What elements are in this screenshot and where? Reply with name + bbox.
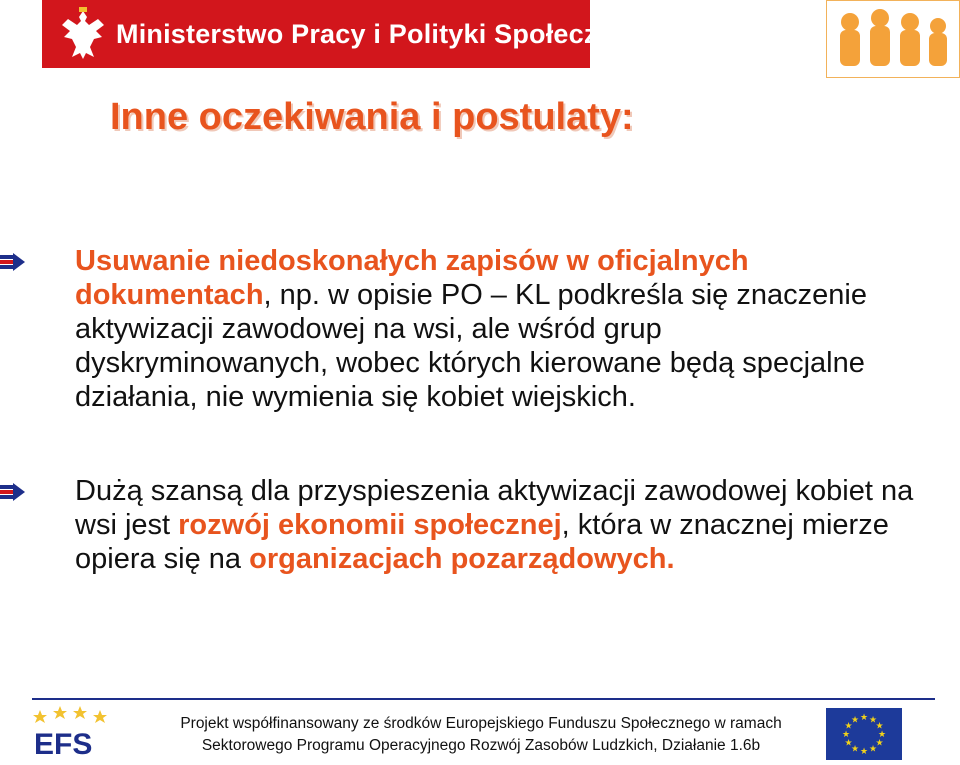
bullet-1-text: , np. w opisie PO – KL podkreśla się znaczenie aktywizacji zawodowej na wsi, ale wśród grup dyskryminowanych, wobec których kierowane będą specjalne działania, nie wymienia się kobiet wiejskich. [75,279,867,413]
arrow-bullet-icon [0,252,26,272]
bullet-2-text-c: . [666,543,675,575]
svg-text:★: ★ [859,713,869,723]
ministry-banner [42,0,638,68]
footer-rule [32,698,935,700]
bullet-item-1 [75,244,915,414]
bullet-item-2 [75,474,915,576]
bullet-2-highlight-a: rozwój ekonomii społecznej [178,509,562,541]
svg-text:★: ★ [875,721,884,732]
svg-text:★: ★ [844,721,853,732]
svg-text:★: ★ [868,744,878,755]
polish-eagle-icon [58,6,108,62]
slide-title: Inne oczekiwania i postulaty: [110,96,634,138]
svg-text:★: ★ [877,730,887,740]
footer-text [140,713,822,757]
svg-text:★: ★ [875,738,884,749]
bullet-2-text-a: Dużą szansą dla przyspieszenia aktywizacji zawodowej kobiet na wsi jest [75,475,914,541]
arrow-bullet-icon [0,482,26,502]
footer-line-1: Projekt współfinansowany ze środków Europejskiego Funduszu Społecznego w ramach [180,715,782,732]
efs-logo-text: EFS [34,728,93,760]
efs-logo [30,704,130,760]
bullet-2-text-b: , która w znacznej mierze opiera się na [75,509,889,575]
eu-flag-icon [826,708,902,760]
bullet-2-highlight-b: organizacjach pozarządowych [249,543,667,575]
svg-text:★: ★ [850,715,860,726]
footer-line-2: Sektorowego Programu Operacyjnego Rozwój Zasobów Ludzkich, Działanie 1.6b [201,737,761,754]
svg-text:★: ★ [859,747,869,757]
ministry-name: Ministerstwo Pracy i Polityki Społecznej [116,18,638,49]
svg-text:★: ★ [850,744,860,755]
svg-text:★: ★ [841,730,851,740]
svg-text:★: ★ [868,715,878,726]
people-figures-logo [826,0,960,78]
svg-text:★: ★ [844,738,853,749]
bullet-1-highlight: Usuwanie niedoskonałych zapisów w oficjalnych dokumentach [75,245,749,311]
